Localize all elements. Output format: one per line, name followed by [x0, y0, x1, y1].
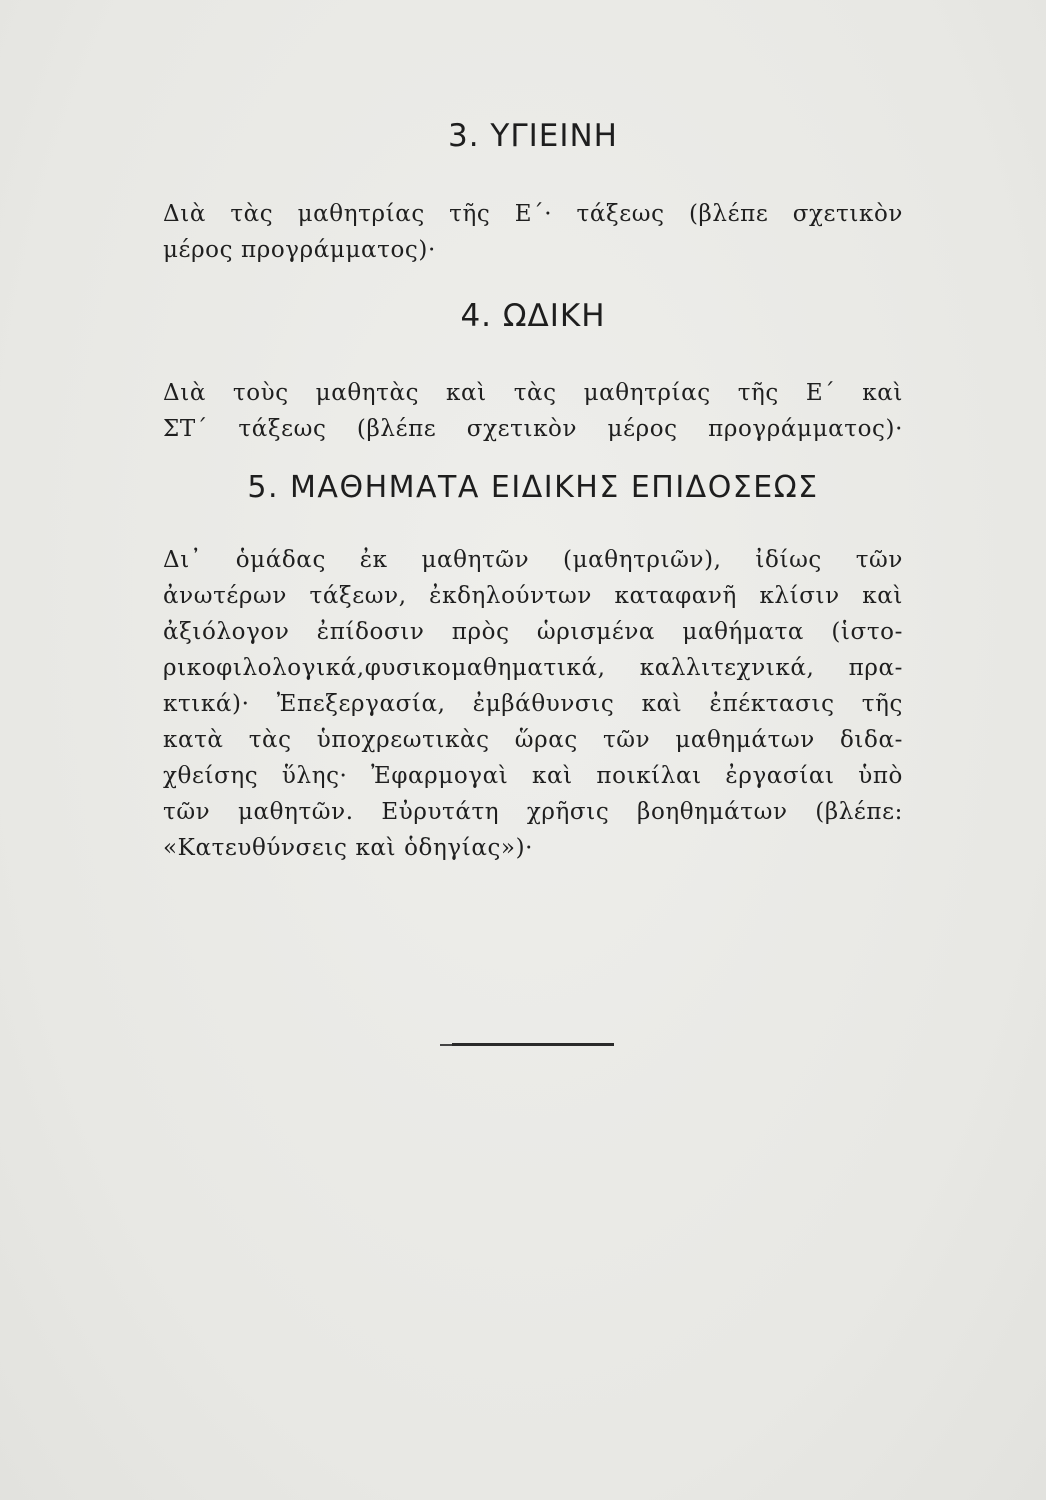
section-heading-special-performance: 5. ΜΑΘΗΜΑΤΑ ΕΙΔΙΚΗΣ ΕΠΙΔΟΣΕΩΣ: [247, 470, 819, 505]
text-line: Διὰ τοὺς μαθητὰς καὶ τὰς μαθητρίας τῆς Ε΄ καὶ: [163, 380, 903, 406]
text-line: τῶν μαθητῶν. Εὐρυτάτη χρῆσις βοηθημάτων (βλέπε:: [163, 799, 903, 825]
section-heading-music: 4. ΩΔΙΚΗ: [460, 298, 606, 334]
end-rule-divider: [452, 1043, 614, 1046]
text-line: ΣΤ΄ τάξεως (βλέπε σχετικὸν μέρος προγράμματος)·: [163, 416, 903, 442]
text-line: μέρος προγράμματος)·: [163, 237, 436, 263]
section-heading-hygiene: 3. ΥΓΙΕΙΝΗ: [447, 118, 618, 154]
text-line: ἀξιόλογον ἐπίδοσιν πρὸς ὡρισμένα μαθήματα (ἱστο-: [163, 619, 903, 645]
text-line: κατὰ τὰς ὑποχρεωτικὰς ὥρας τῶν μαθημάτων διδα-: [163, 727, 903, 753]
text-line: ρικοφιλολογικά,φυσικομαθηματικά, καλλιτεχνικά, πρα-: [163, 655, 903, 681]
text-line: χθείσης ὕλης· Ἐφαρμογαὶ καὶ ποικίλαι ἐργασίαι ὑπὸ: [163, 763, 903, 789]
section-paragraph-hygiene: [163, 196, 903, 268]
section-paragraph-music: [163, 375, 903, 447]
text-line: Δι᾿ ὁμάδας ἐκ μαθητῶν (μαθητριῶν), ἰδίως τῶν: [163, 547, 903, 573]
text-line: «Κατευθύνσεις καὶ ὁδηγίας»)·: [163, 835, 534, 861]
text-line: ἀνωτέρων τάξεων, ἐκδηλούντων καταφανῆ κλίσιν καὶ: [163, 583, 903, 609]
text-line: Διὰ τὰς μαθητρίας τῆς Ε΄· τάξεως (βλέπε σχετικὸν: [163, 201, 903, 227]
text-line: κτικά)· Ἐπεξεργασία, ἐμβάθυνσις καὶ ἐπέκτασις τῆς: [163, 691, 903, 717]
section-paragraph-special-performance: [163, 542, 903, 866]
